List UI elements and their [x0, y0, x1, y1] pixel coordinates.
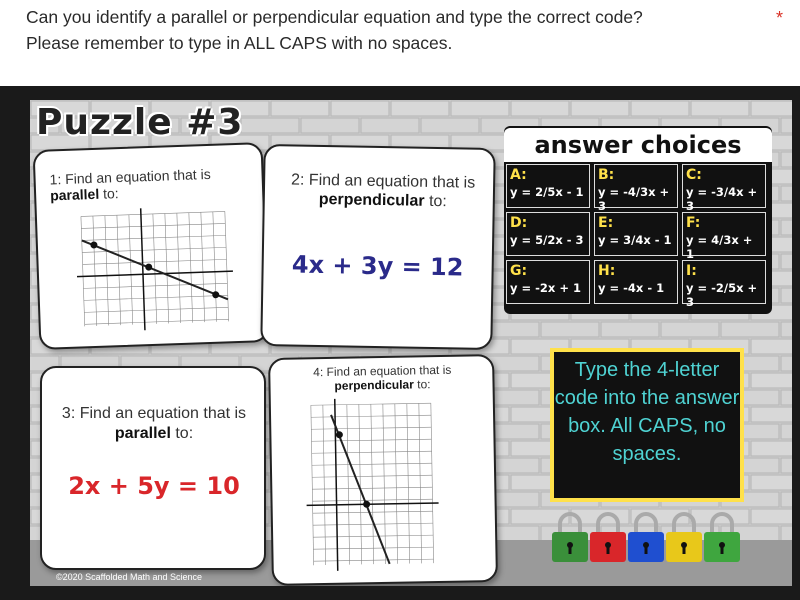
choice-d-expr: y = 5/2x - 3 — [510, 233, 584, 247]
card-2-prompt — [285, 170, 482, 211]
card-2-prompt-pre: Find an equation that is — [308, 171, 476, 192]
card-1-number: 1: — [49, 171, 62, 188]
card-4-prompt — [282, 362, 482, 393]
choice-c — [682, 164, 766, 213]
copyright-text: ©2020 Scaffolded Math and Science — [56, 572, 203, 582]
padlock-icon — [590, 514, 626, 562]
instructions-box: Type the 4-letter code into the answer box. All CAPS, no spaces. — [550, 348, 744, 502]
card-3-prompt-post: to: — [175, 425, 194, 442]
card-2-number: 2: — [290, 171, 305, 189]
padlock-icon — [704, 514, 740, 562]
card-1-prompt-pre: Find an equation that is — [64, 165, 211, 187]
choice-g-expr: y = -2x + 1 — [510, 281, 581, 295]
card-4 — [268, 354, 498, 586]
card-4-keyword: perpendicular — [334, 377, 414, 393]
padlock-icon — [628, 514, 664, 562]
card-4-prompt-post: to: — [417, 377, 431, 392]
choice-h — [594, 260, 678, 304]
puzzle-title: Puzzle #3 — [36, 102, 244, 143]
choice-g — [506, 260, 590, 304]
card-2-equation: 4x + 3y = 12 — [291, 250, 464, 282]
choice-i-expr: y = -2/5x + 3 — [686, 281, 758, 309]
choice-c-letter: C: — [686, 167, 702, 183]
card-4-prompt-pre: Find an equation that is — [326, 362, 452, 379]
choice-e — [594, 212, 678, 256]
card-1 — [33, 142, 270, 350]
choice-b-expr: y = -4/3x + 3 — [598, 185, 670, 213]
choice-h-letter: H: — [598, 263, 616, 279]
card-1-prompt — [49, 165, 240, 204]
card-3-equation: 2x + 5y = 10 — [68, 472, 240, 500]
choice-i — [682, 260, 766, 309]
card-3-prompt — [56, 404, 252, 444]
choice-f-expr: y = 4/3x + 1 — [686, 233, 753, 261]
choice-e-letter: E: — [598, 215, 614, 231]
card-3-keyword: parallel — [114, 425, 171, 442]
choice-b-letter: B: — [598, 167, 615, 183]
choice-g-letter: G: — [510, 263, 528, 279]
card-2-prompt-post: to: — [428, 192, 447, 211]
question-line-2: Please remember to type in ALL CAPS with no spaces. — [26, 33, 453, 53]
choice-c-expr: y = -3/4x + 3 — [686, 185, 758, 213]
card-1-keyword: parallel — [49, 185, 100, 204]
question-text — [26, 4, 766, 56]
choice-a — [506, 164, 590, 208]
choice-h-expr: y = -4x - 1 — [598, 281, 665, 295]
choice-b — [594, 164, 678, 213]
question-line-1: Can you identify a parallel or perpendicular equation and type the correct code? — [26, 7, 643, 27]
choice-f-letter: F: — [686, 215, 701, 231]
padlock-icon — [552, 514, 588, 562]
answer-choices-panel — [504, 126, 772, 314]
padlocks — [548, 510, 748, 570]
choice-d — [506, 212, 590, 256]
choice-f — [682, 212, 766, 261]
required-marker: * — [776, 8, 784, 28]
puzzle-image — [30, 100, 792, 586]
answer-choices-title: answer choices — [504, 128, 772, 162]
card-2-keyword: perpendicular — [318, 190, 425, 210]
choice-d-letter: D: — [510, 215, 528, 231]
card-3 — [40, 366, 266, 570]
card-2 — [260, 144, 495, 350]
choice-a-expr: y = 2/5x - 1 — [510, 185, 584, 199]
card-1-prompt-post: to: — [102, 185, 119, 202]
card-4-number: 4: — [313, 365, 324, 380]
choice-a-letter: A: — [510, 167, 527, 183]
padlock-icon — [666, 514, 702, 562]
card-4-graph — [301, 393, 464, 576]
card-1-graph — [71, 201, 255, 337]
choice-i-letter: I: — [686, 263, 697, 279]
card-3-number: 3: — [61, 405, 76, 422]
card-3-prompt-pre: Find an equation that is — [79, 405, 247, 422]
choice-e-expr: y = 3/4x - 1 — [598, 233, 672, 247]
